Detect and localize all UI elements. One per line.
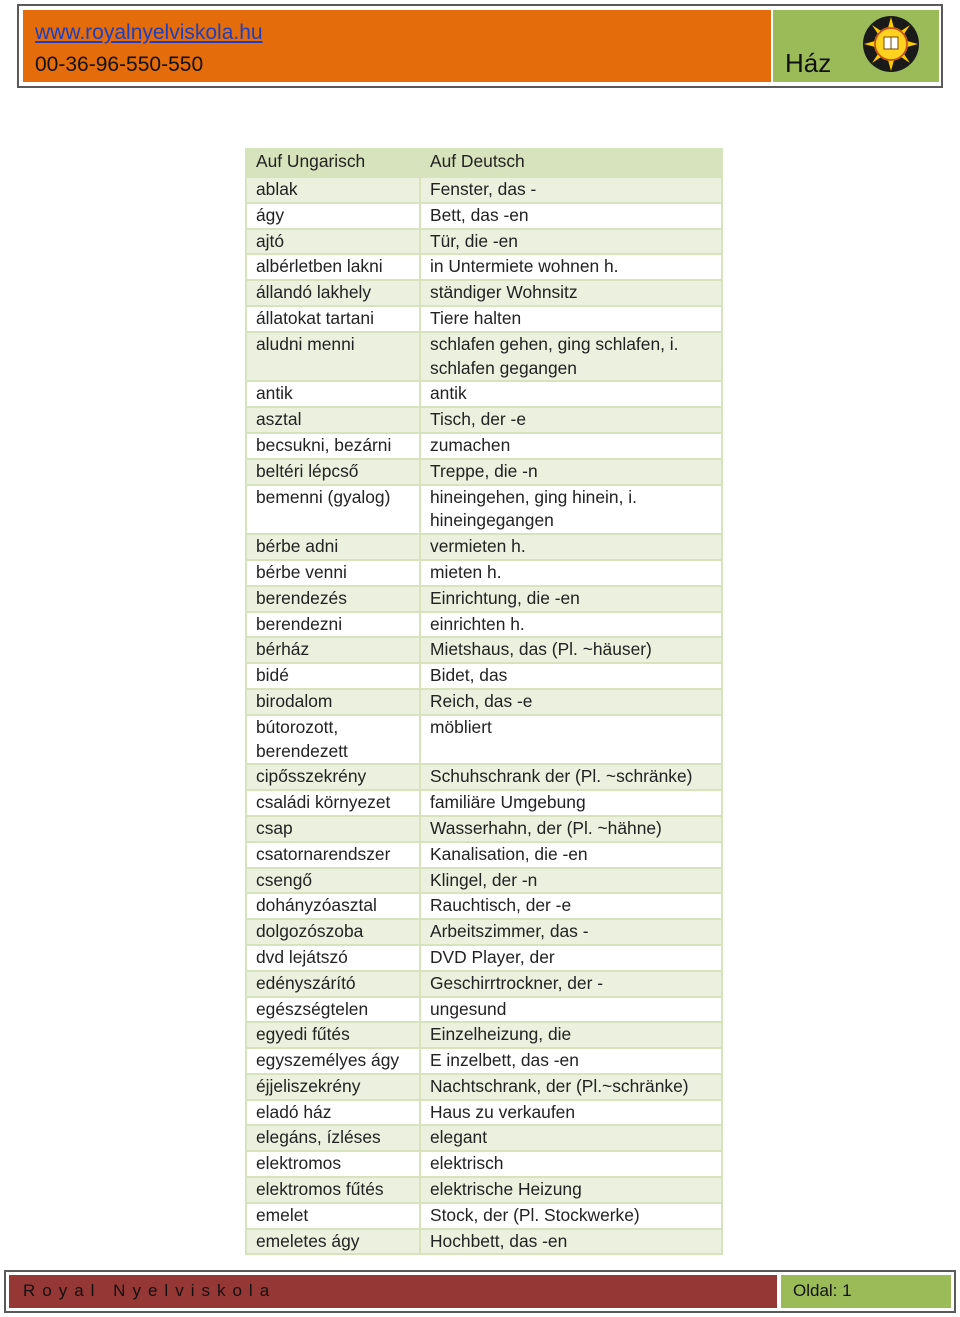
hungarian-term: edényszárító — [246, 971, 420, 997]
header-title-panel — [773, 10, 939, 82]
table-row — [246, 689, 722, 715]
table-row — [246, 1074, 722, 1100]
table-row — [246, 997, 722, 1023]
german-term: ungesund — [420, 997, 722, 1023]
table-row — [246, 842, 722, 868]
german-term: Schuhschrank der (Pl. ~schränke) — [420, 764, 722, 790]
german-term: Reich, das -e — [420, 689, 722, 715]
hungarian-term: elektromos — [246, 1151, 420, 1177]
table-row — [246, 229, 722, 255]
vocabulary-table — [245, 148, 723, 1255]
german-term: Bett, das -en — [420, 203, 722, 229]
table-row — [246, 560, 722, 586]
table-row — [246, 816, 722, 842]
hungarian-term: ajtó — [246, 229, 420, 255]
phone-number: 00-36-96-550-550 — [35, 53, 204, 76]
hungarian-term: bérház — [246, 637, 420, 663]
hungarian-term: bútorozott, berendezett — [246, 715, 420, 765]
table-row — [246, 280, 722, 306]
german-term: elegant — [420, 1125, 722, 1151]
table-row — [246, 893, 722, 919]
hungarian-term: ágy — [246, 203, 420, 229]
page-number: Oldal: 1 — [793, 1281, 852, 1300]
footer-page-panel — [781, 1275, 951, 1308]
german-term: Haus zu verkaufen — [420, 1100, 722, 1126]
hungarian-term: aludni menni — [246, 332, 420, 382]
website-link[interactable]: www.royalnyelviskola.hu — [35, 21, 263, 44]
table-row — [246, 254, 722, 280]
footer-school-panel — [9, 1275, 777, 1308]
table-row — [246, 407, 722, 433]
table-row — [246, 485, 722, 535]
hungarian-term: csap — [246, 816, 420, 842]
german-term: Bidet, das — [420, 663, 722, 689]
table-row — [246, 945, 722, 971]
table-row — [246, 306, 722, 332]
german-term: Mietshaus, das (Pl. ~häuser) — [420, 637, 722, 663]
hungarian-term: beltéri lépcső — [246, 459, 420, 485]
german-term: ständiger Wohnsitz — [420, 280, 722, 306]
hungarian-term: emelet — [246, 1203, 420, 1229]
german-term: mieten h. — [420, 560, 722, 586]
hungarian-term: ablak — [246, 177, 420, 203]
german-term: elektrische Heizung — [420, 1177, 722, 1203]
german-term: Fenster, das - — [420, 177, 722, 203]
hungarian-term: eladó ház — [246, 1100, 420, 1126]
table-row — [246, 1048, 722, 1074]
hungarian-term: elektromos fűtés — [246, 1177, 420, 1203]
page-header — [17, 4, 943, 88]
hungarian-term: egészségtelen — [246, 997, 420, 1023]
hungarian-term: egyedi fűtés — [246, 1022, 420, 1048]
hungarian-term: állandó lakhely — [246, 280, 420, 306]
hungarian-term: bemenni (gyalog) — [246, 485, 420, 535]
table-row — [246, 203, 722, 229]
german-term: Klingel, der -n — [420, 868, 722, 894]
table-row — [246, 919, 722, 945]
column-header-hungarian: Auf Ungarisch — [246, 149, 420, 177]
german-term: hineingehen, ging hinein, i. hineingegangen — [420, 485, 722, 535]
german-term: Kanalisation, die -en — [420, 842, 722, 868]
german-term: E inzelbett, das -en — [420, 1048, 722, 1074]
hungarian-term: becsukni, bezárni — [246, 433, 420, 459]
hungarian-term: bidé — [246, 663, 420, 689]
hungarian-term: antik — [246, 381, 420, 407]
table-row — [246, 586, 722, 612]
german-term: Rauchtisch, der -e — [420, 893, 722, 919]
page-title: Ház — [785, 48, 832, 78]
hungarian-term: éjjeliszekrény — [246, 1074, 420, 1100]
hungarian-term: bérbe venni — [246, 560, 420, 586]
royal-sun-logo-icon — [861, 14, 921, 74]
table-row — [246, 1022, 722, 1048]
table-row — [246, 381, 722, 407]
hungarian-term: állatokat tartani — [246, 306, 420, 332]
german-term: Hochbett, das -en — [420, 1229, 722, 1255]
german-term: Arbeitszimmer, das - — [420, 919, 722, 945]
german-term: elektrisch — [420, 1151, 722, 1177]
german-term: Einrichtung, die -en — [420, 586, 722, 612]
hungarian-term: berendezés — [246, 586, 420, 612]
table-row — [246, 715, 722, 765]
hungarian-term: elegáns, ízléses — [246, 1125, 420, 1151]
table-row — [246, 332, 722, 382]
german-term: Tür, die -en — [420, 229, 722, 255]
german-term: Geschirrtrockner, der - — [420, 971, 722, 997]
table-row — [246, 764, 722, 790]
table-row — [246, 1151, 722, 1177]
german-term: Tiere halten — [420, 306, 722, 332]
german-term: antik — [420, 381, 722, 407]
table-row — [246, 637, 722, 663]
table-row — [246, 433, 722, 459]
table-header-row — [246, 149, 722, 177]
table-row — [246, 663, 722, 689]
german-term: Tisch, der -e — [420, 407, 722, 433]
table-row — [246, 1100, 722, 1126]
page-footer — [4, 1270, 956, 1313]
table-row — [246, 1125, 722, 1151]
german-term: möbliert — [420, 715, 722, 765]
hungarian-term: bérbe adni — [246, 534, 420, 560]
table-row — [246, 790, 722, 816]
table-row — [246, 1203, 722, 1229]
german-term: vermieten h. — [420, 534, 722, 560]
hungarian-term: birodalom — [246, 689, 420, 715]
german-term: einrichten h. — [420, 612, 722, 638]
hungarian-term: családi környezet — [246, 790, 420, 816]
german-term: zumachen — [420, 433, 722, 459]
hungarian-term: dohányzóasztal — [246, 893, 420, 919]
hungarian-term: asztal — [246, 407, 420, 433]
german-term: schlafen gehen, ging schlafen, i. schlafen gegangen — [420, 332, 722, 382]
german-term: Nachtschrank, der (Pl.~schränke) — [420, 1074, 722, 1100]
hungarian-term: csatornarendszer — [246, 842, 420, 868]
table-row — [246, 1177, 722, 1203]
table-row — [246, 459, 722, 485]
hungarian-term: albérletben lakni — [246, 254, 420, 280]
hungarian-term: csengő — [246, 868, 420, 894]
hungarian-term: berendezni — [246, 612, 420, 638]
table-row — [246, 1229, 722, 1255]
hungarian-term: cipősszekrény — [246, 764, 420, 790]
german-term: Treppe, die -n — [420, 459, 722, 485]
table-row — [246, 612, 722, 638]
table-row — [246, 177, 722, 203]
german-term: Stock, der (Pl. Stockwerke) — [420, 1203, 722, 1229]
table-row — [246, 971, 722, 997]
table-row — [246, 534, 722, 560]
column-header-german: Auf Deutsch — [420, 149, 722, 177]
hungarian-term: egyszemélyes ágy — [246, 1048, 420, 1074]
german-term: Einzelheizung, die — [420, 1022, 722, 1048]
german-term: Wasserhahn, der (Pl. ~hähne) — [420, 816, 722, 842]
hungarian-term: emeletes ágy — [246, 1229, 420, 1255]
school-name: Royal Nyelviskola — [23, 1281, 277, 1300]
hungarian-term: dvd lejátszó — [246, 945, 420, 971]
german-term: in Untermiete wohnen h. — [420, 254, 722, 280]
german-term: familiäre Umgebung — [420, 790, 722, 816]
table-row — [246, 868, 722, 894]
hungarian-term: dolgozószoba — [246, 919, 420, 945]
header-contact-panel — [23, 10, 771, 82]
german-term: DVD Player, der — [420, 945, 722, 971]
